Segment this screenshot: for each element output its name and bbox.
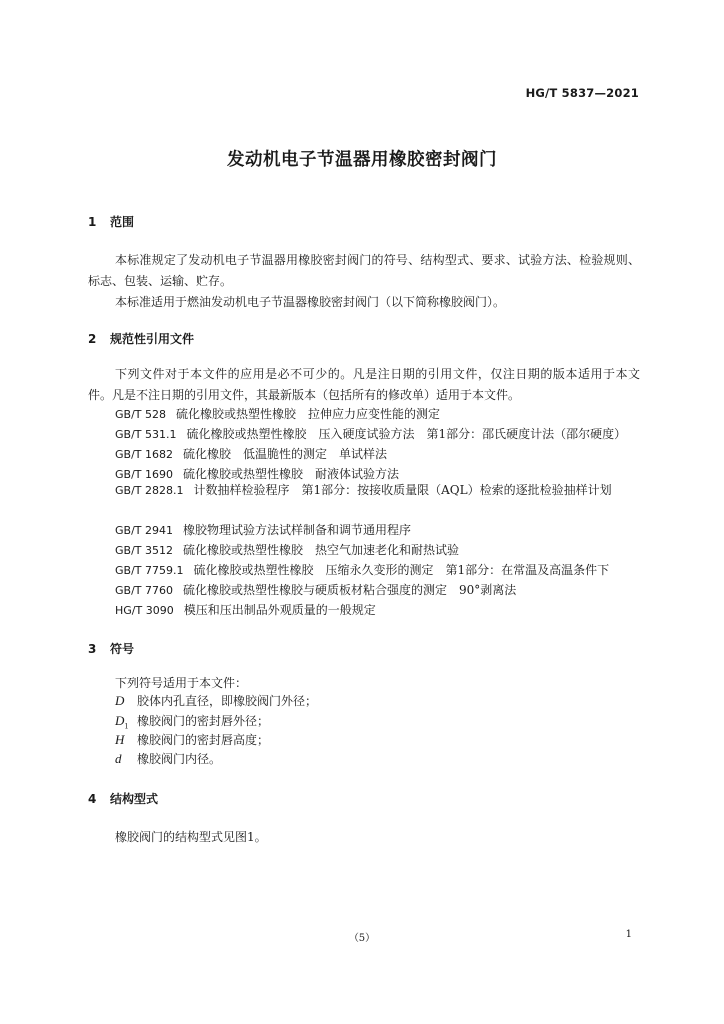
- reference-title: 硫化橡胶或热塑性橡胶 压缩永久变形的测定 第1部分：在常温及高温条件下: [193, 563, 610, 577]
- section-1-paragraph-1: 本标准规定了发动机电子节温器用橡胶密封阀门的符号、结构型式、要求、试验方法、检验规则、标志、包装、运输、贮存。: [88, 253, 640, 288]
- reference-code: GB/T 1682: [115, 448, 173, 461]
- reference-code: HG/T 3090: [115, 604, 174, 617]
- document-title: 发动机电子节温器用橡胶密封阀门: [227, 150, 497, 170]
- section-title: 结构型式: [110, 792, 159, 806]
- section-1-paragraph-2: 本标准适用于燃油发动机电子节温器橡胶密封阀门（以下简称橡胶阀门）。: [115, 295, 506, 309]
- symbols-intro: 下列符号适用于本文件：: [115, 676, 248, 690]
- reference-title: 模压和压出制品外观质量的一般规定: [183, 603, 376, 617]
- reference-code: GB/T 7760: [115, 584, 173, 597]
- symbol-description: 橡胶阀门的密封唇高度；: [137, 733, 270, 747]
- section-number: 3: [88, 642, 97, 656]
- reference-item: [115, 580, 516, 601]
- page-number: 1: [625, 929, 632, 940]
- symbol-description: 橡胶阀门的密封唇外径；: [137, 714, 270, 728]
- reference-item: [115, 444, 387, 465]
- reference-title: 硫化橡胶或热塑性橡胶 热空气加速老化和耐热试验: [183, 543, 460, 557]
- reference-title: 硫化橡胶 低温脆性的测定 单试样法: [183, 447, 388, 461]
- reference-item: [115, 600, 376, 621]
- reference-code: GB/T 2941: [115, 524, 173, 537]
- reference-item-wrapped: [88, 480, 640, 501]
- symbol-item: [115, 692, 317, 709]
- symbol: d: [115, 751, 122, 766]
- section-number: 4: [88, 792, 97, 806]
- reference-title: 硫化橡胶或热塑性橡胶与硬质板材粘合强度的测定 90°剥离法: [183, 583, 517, 597]
- reference-code: GB/T 1690: [115, 468, 173, 481]
- reference-item: [115, 540, 459, 561]
- reference-code: GB/T 528: [115, 408, 166, 421]
- section-number: 1: [88, 215, 97, 229]
- symbol-item: [115, 731, 269, 748]
- reference-item: [115, 520, 411, 541]
- section-title: 范围: [110, 215, 135, 229]
- symbol-description: 橡胶阀门内径。: [137, 752, 222, 766]
- reference-title: 计数抽样检验程序 第1部分：按接收质量限（AQL）检索的逐批检验抽样计划: [193, 483, 612, 497]
- section-title: 规范性引用文件: [110, 332, 195, 346]
- reference-code: GB/T 7759.1: [115, 564, 184, 577]
- reference-code: GB/T 531.1: [115, 428, 177, 441]
- reference-code: GB/T 2828.1: [115, 484, 184, 497]
- symbol: D: [115, 693, 125, 708]
- symbol-item: [115, 750, 221, 767]
- reference-title: 硫化橡胶或热塑性橡胶 压入硬度试验方法 第1部分：邵氏硬度计法（邵尔硬度）: [186, 427, 627, 441]
- reference-title: 硫化橡胶或热塑性橡胶 耐液体试验方法: [183, 467, 400, 481]
- footer-center: （5）: [348, 933, 376, 944]
- reference-title: 硫化橡胶或热塑性橡胶 拉伸应力应变性能的测定: [176, 407, 441, 421]
- reference-item: [115, 404, 440, 425]
- section-4-heading: [88, 790, 158, 807]
- section-4-paragraph: 橡胶阀门的结构型式见图1。: [115, 830, 267, 844]
- section-number: 2: [88, 332, 97, 346]
- symbol-item: [115, 712, 269, 731]
- section-2-intro: 下列文件对于本文件的应用是必不可少的。凡是注日期的引用文件，仅注日期的版本适用于本文件。凡是不注日期的引用文件，其最新版本（包括所有的修改单）适用于本文件。: [88, 367, 640, 402]
- symbol-description: 胶体内孔直径，即橡胶阀门外径；: [137, 694, 318, 708]
- section-2-heading: [88, 330, 194, 347]
- symbol: $D_1$: [115, 713, 129, 731]
- symbol: H: [115, 732, 125, 747]
- section-3-heading: [88, 640, 134, 657]
- standard-code: HG/T 5837—2021: [525, 86, 639, 100]
- reference-item: [115, 424, 626, 445]
- section-1-heading: [88, 213, 134, 230]
- section-title: 符号: [110, 642, 135, 656]
- reference-title: 橡胶物理试验方法试样制备和调节通用程序: [183, 523, 412, 537]
- reference-code: GB/T 3512: [115, 544, 173, 557]
- reference-item: [115, 560, 609, 581]
